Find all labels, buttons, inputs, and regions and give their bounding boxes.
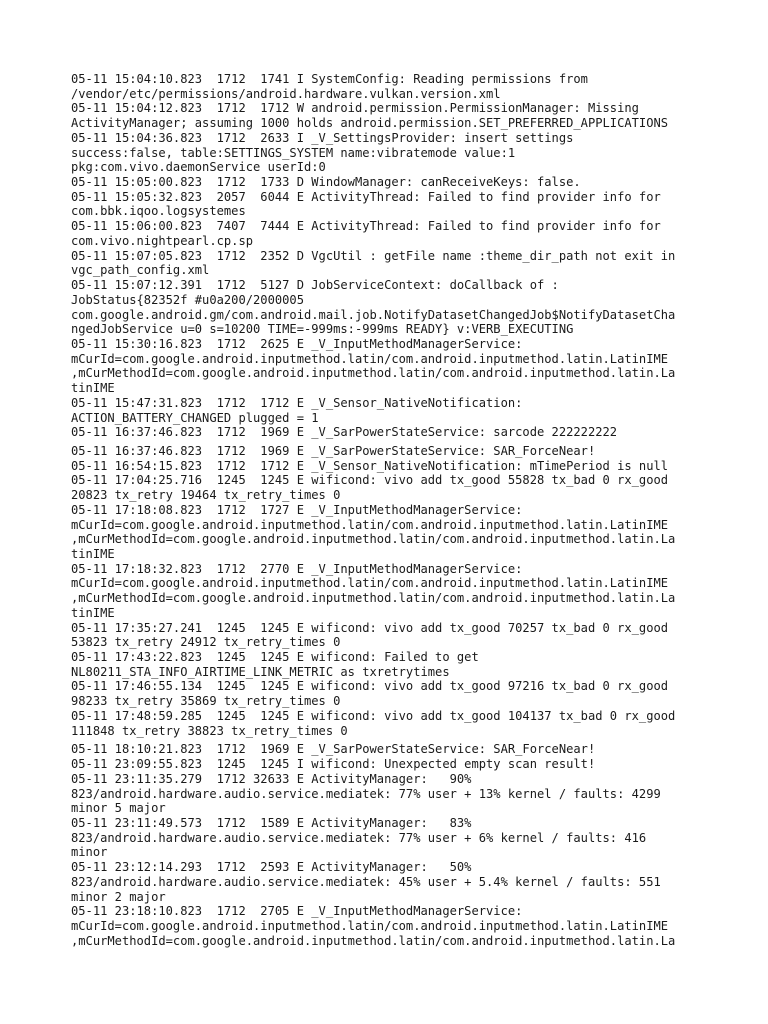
- log-block-3: 05-11 18:10:21.823 1712 1969 E _V_SarPowerStateService: SAR_ForceNear! 05-11 23:09:55.823 1245 1245 I wificond: Unexpected empty scan result! 05-11 23:11:35.279 1712 32633 E ActivityManager: 90% 823/android.hardware.audio.service.mediatek: 77% user + 13% kernel / faults: 4299 minor 5 major 05-11 23:11:49.573 1712 1589 E ActivityManager: 83% 823/android.hardware.audio.service.mediatek: 77% user + 6% kernel / faults: 416 minor 05-11 23:12:14.293 1712 2593 E ActivityManager: 50% 823/android.hardware.audio.service.mediatek: 45% user + 5.4% kernel / faults: 551 minor 2 major 05-11 23:18:10.823 1712 2705 E _V_InputMethodManagerService: mCurId=com.google.android.inputmethod.latin/com.android.inputmethod.latin.LatinIME ,mCurMethodId=com.google.android.inputmethod.latin/com.android.inputmethod.latin.La: [71, 742, 676, 948]
- log-document: [71, 72, 711, 948]
- log-block-1: 05-11 15:04:10.823 1712 1741 I SystemConfig: Reading permissions from /vendor/etc/permissions/android.hardware.vulkan.version.xml 05-11 15:04:12.823 1712 1712 W android.permission.PermissionManager: Missing ActivityManager; assuming 1000 holds android.permission.SET_PREFERRED_APPLICATIONS 05-11 15:04:36.823 1712 2633 I _V_SettingsProvider: insert settings success:false, table:SETTINGS_SYSTEM name:vibratemode value:1 pkg:com.vivo.daemonService userId:0 05-11 15:05:00.823 1712 1733 D WindowManager: canReceiveKeys: false. 05-11 15:05:32.823 2057 6044 E ActivityThread: Failed to find provider info for com.bbk.iqoo.logsystemes 05-11 15:06:00.823 7407 7444 E ActivityThread: Failed to find provider info for com.vivo.nightpearl.cp.sp 05-11 15:07:05.823 1712 2352 D VgcUtil : getFile name :theme_dir_path not exit in vgc_path_config.xml 05-11 15:07:12.391 1712 5127 D JobServiceContext: doCallback of : JobStatus{82352f #u0a200/2000005 com.google.android.gm/com.android.mail.job.NotifyDatasetChangedJob$NotifyDatasetCha ngedJobService u=0 s=10200 TIME=-999ms:-999ms READY} v:VERB_EXECUTING 05-11 15:30:16.823 1712 2625 E _V_InputMethodManagerService: mCurId=com.google.android.inputmethod.latin/com.android.inputmethod.latin.LatinIME ,mCurMethodId=com.google.android.inputmethod.latin/com.android.inputmethod.latin.La tinIME 05-11 15:47:31.823 1712 1712 E _V_Sensor_NativeNotification: ACTION_BATTERY_CHANGED plugged = 1 05-11 16:37:46.823 1712 1969 E _V_SarPowerStateService: sarcode 222222222: [71, 72, 676, 440]
- log-block-2: 05-11 16:37:46.823 1712 1969 E _V_SarPowerStateService: SAR_ForceNear! 05-11 16:54:15.823 1712 1712 E _V_Sensor_NativeNotification: mTimePeriod is null 05-11 17:04:25.716 1245 1245 E wificond: vivo add tx_good 55828 tx_bad 0 rx_good 20823 tx_retry 19464 tx_retry_times 0 05-11 17:18:08.823 1712 1727 E _V_InputMethodManagerService: mCurId=com.google.android.inputmethod.latin/com.android.inputmethod.latin.LatinIME ,mCurMethodId=com.google.android.inputmethod.latin/com.android.inputmethod.latin.La tinIME 05-11 17:18:32.823 1712 2770 E _V_InputMethodManagerService: mCurId=com.google.android.inputmethod.latin/com.android.inputmethod.latin.LatinIME ,mCurMethodId=com.google.android.inputmethod.latin/com.android.inputmethod.latin.La tinIME 05-11 17:35:27.241 1245 1245 E wificond: vivo add tx_good 70257 tx_bad 0 rx_good 53823 tx_retry 24912 tx_retry_times 0 05-11 17:43:22.823 1245 1245 E wificond: Failed to get NL80211_STA_INFO_AIRTIME_LINK_METRIC as txretrytimes 05-11 17:46:55.134 1245 1245 E wificond: vivo add tx_good 97216 tx_bad 0 rx_good 98233 tx_retry 35869 tx_retry_times 0 05-11 17:48:59.285 1245 1245 E wificond: vivo add tx_good 104137 tx_bad 0 rx_good 111848 tx_retry 38823 tx_retry_times 0: [71, 443, 676, 738]
